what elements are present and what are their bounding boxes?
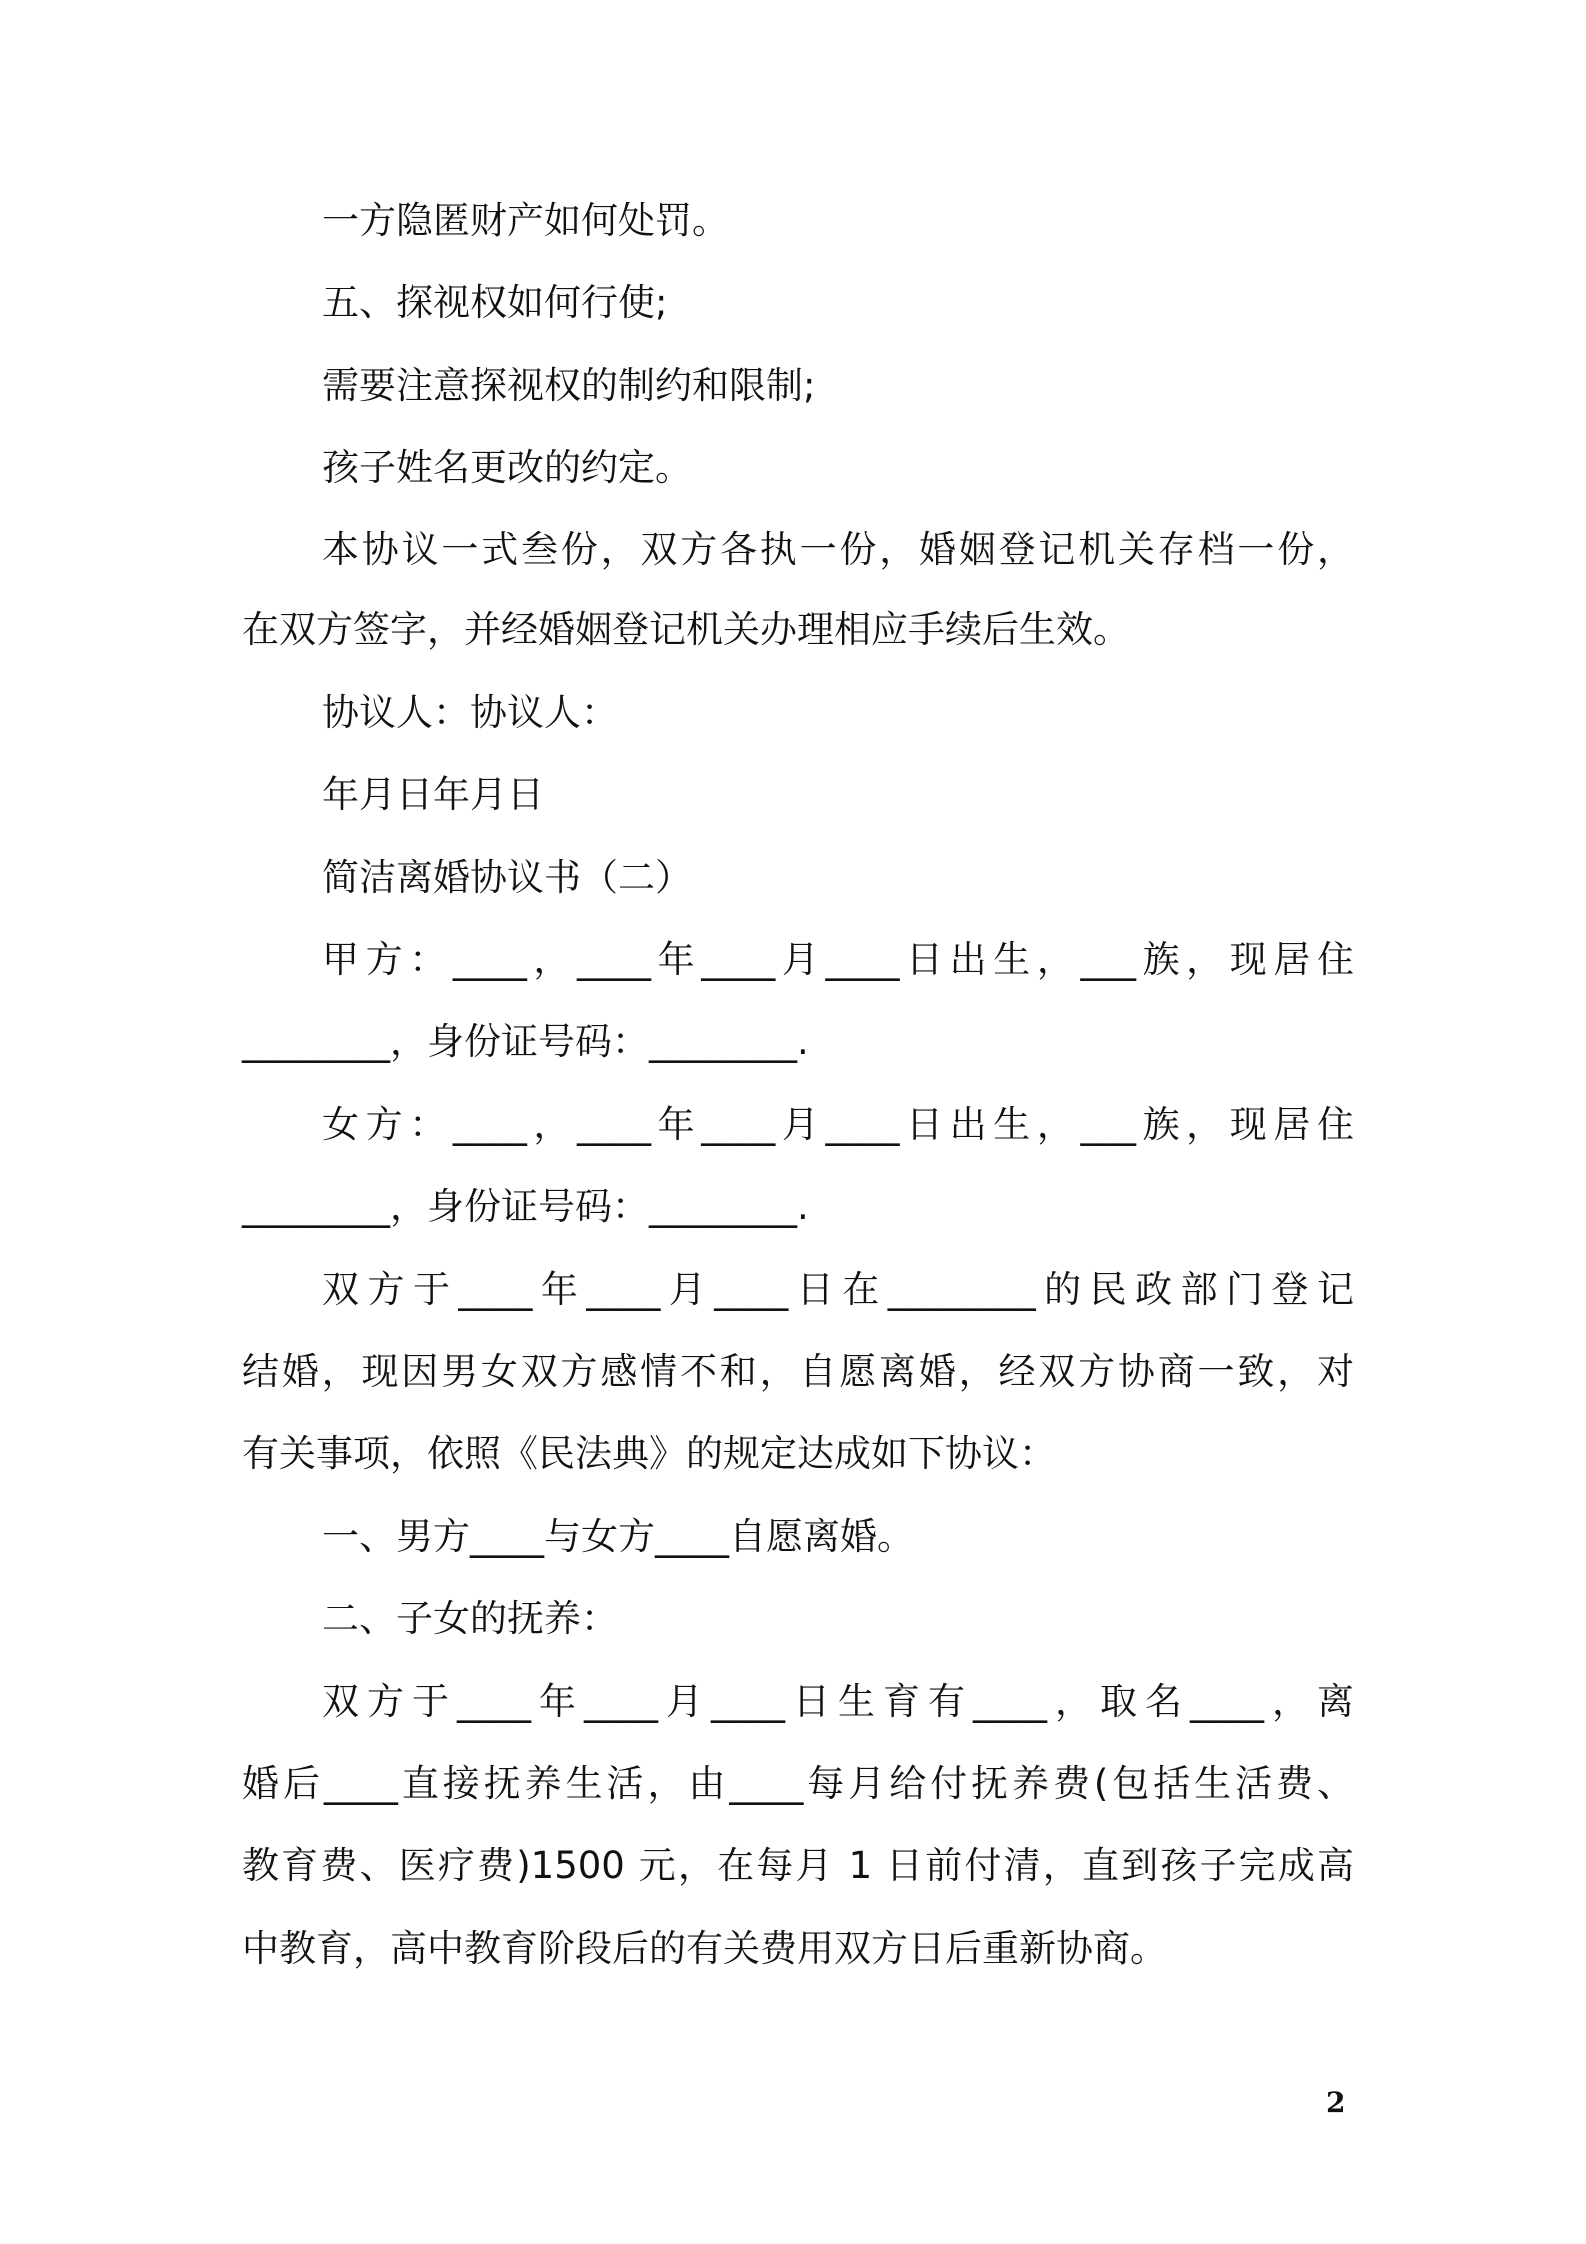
paragraph-line: 双方于____年____月____日在________的民政部门登记 xyxy=(322,1268,1354,1311)
paragraph-line: 有关事项，依照《民法典》的规定达成如下协议： xyxy=(242,1432,1056,1475)
party-a-id-line: ________，身份证号码：________. xyxy=(242,1020,809,1063)
paragraph-line: 本协议一式叁份，双方各执一份，婚姻登记机关存档一份， xyxy=(322,528,1354,571)
page-number: 2 xyxy=(1326,2086,1346,2119)
paragraph-line: 需要注意探视权的制约和限制; xyxy=(322,364,816,407)
paragraph-line: 中教育，高中教育阶段后的有关费用双方日后重新协商。 xyxy=(242,1927,1167,1970)
section-heading-visitation: 五、探视权如何行使; xyxy=(322,281,668,324)
party-a-line: 甲方：____，____年____月____日出生，___族，现居住 xyxy=(322,938,1354,981)
party-b-line: 女方：____，____年____月____日出生，___族，现居住 xyxy=(322,1103,1354,1146)
paragraph-line: 结婚，现因男女双方感情不和，自愿离婚，经双方协商一致，对 xyxy=(242,1350,1354,1393)
paragraph-line: 一方隐匿财产如何处罚。 xyxy=(322,199,729,242)
signature-label: 协议人：协议人： xyxy=(322,691,618,734)
clause-two-heading: 二、子女的抚养： xyxy=(322,1597,618,1640)
paragraph-line: 孩子姓名更改的约定。 xyxy=(322,446,692,489)
clause-one: 一、男方____与女方____自愿离婚。 xyxy=(322,1515,914,1558)
paragraph-line: 双方于____年____月____日生育有____，取名____，离 xyxy=(322,1680,1354,1723)
document-subtitle: 简洁离婚协议书（二） xyxy=(322,856,692,899)
paragraph-line: 在双方签字，并经婚姻登记机关办理相应手续后生效。 xyxy=(242,608,1130,651)
party-b-id-line: ________，身份证号码：________. xyxy=(242,1185,809,1228)
paragraph-line: 婚后____直接抚养生活，由____每月给付抚养费(包括生活费、 xyxy=(242,1762,1354,1805)
date-label: 年月日年月日 xyxy=(322,773,544,816)
paragraph-line: 教育费、医疗费)1500 元，在每月 1 日前付清，直到孩子完成高 xyxy=(242,1844,1354,1887)
